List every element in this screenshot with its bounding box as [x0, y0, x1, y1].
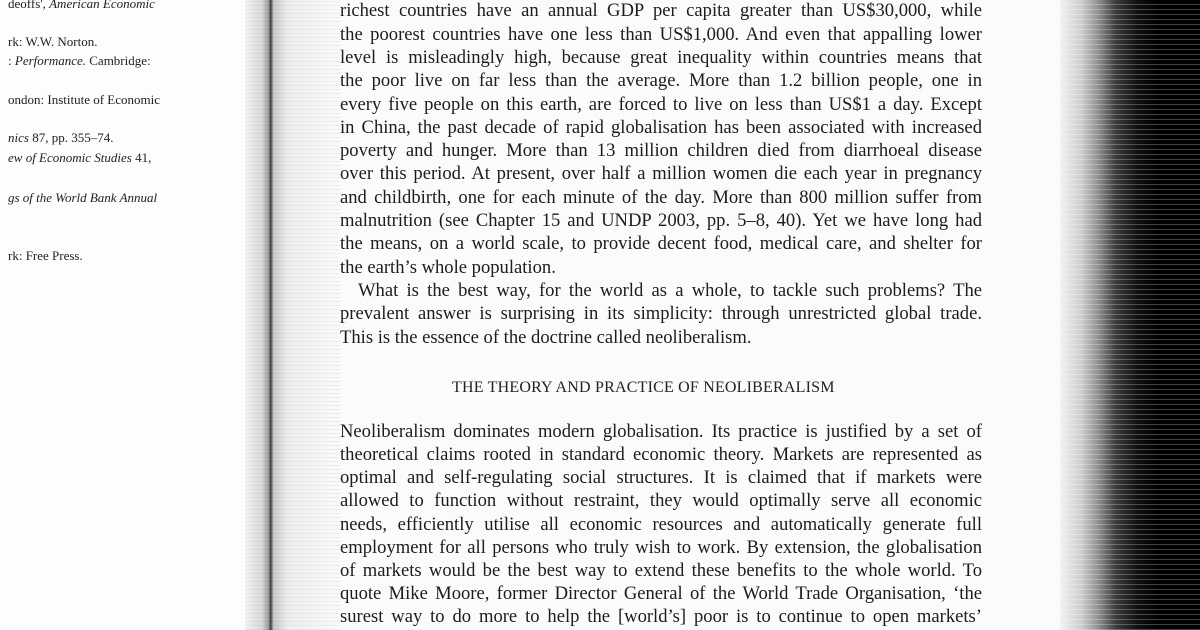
reference-line: deoffs', American Economic [8, 0, 155, 11]
body-text-line: poverty and hunger. More than 13 million children died from diarrhoeal disease [340, 140, 982, 161]
body-text-line: the means, on a world scale, to provide decent food, medical care, and shelter for [340, 233, 982, 254]
body-text-line: over this period. At present, over half a million women die each year in pregnancy [340, 163, 982, 184]
book-binding-gutter [245, 0, 340, 630]
dark-page-edge [1060, 0, 1200, 630]
reference-line: ondon: Institute of Economic [8, 92, 161, 107]
body-text-line: surest way to do more to help the [world’s] poor is to continue to open markets’ [340, 606, 982, 627]
reference-line: rk: Free Press. [8, 248, 83, 263]
section-heading: THE THEORY AND PRACTICE OF NEOLIBERALISM [452, 379, 835, 396]
body-text-line: in China, the past decade of rapid globalisation has been associated with increased [340, 117, 982, 138]
body-text-line: level is misleadingly high, because great inequality within countries means that [340, 47, 982, 68]
reference-line: : Performance. Cambridge: [8, 53, 151, 68]
body-text-line: richest countries have an annual GDP per capita greater than US$30,000, while [340, 0, 982, 21]
reference-line: ew of Economic Studies 41, [8, 150, 152, 165]
body-text-line: the earth’s whole population. [340, 257, 556, 278]
reference-line: nics 87, pp. 355–74. [8, 130, 114, 145]
body-text-line: the poorest countries have one less than US$1,000. And even that appalling lower [340, 24, 982, 45]
reference-line: gs of the World Bank Annual [8, 190, 158, 205]
body-text-line: What is the best way, for the world as a whole, to tackle such problems? The [358, 280, 982, 301]
body-text-line: employment for all persons who truly wish to work. By extension, the globalisation [340, 537, 982, 558]
body-text-line: Neoliberalism dominates modern globalisation. Its practice is justified by a set of [340, 421, 982, 442]
body-text-line: of markets would be the best way to extend these benefits to the whole world. To [340, 560, 982, 581]
body-text-line: malnutrition (see Chapter 15 and UNDP 2003, pp. 5–8, 40). Yet we have long had [340, 210, 982, 231]
body-text-line: This is the essence of the doctrine called neoliberalism. [340, 327, 752, 348]
body-text-line: allowed to function without restraint, they would optimally serve all economic [340, 490, 982, 511]
right-page-body [340, 0, 1060, 630]
body-text-line: prevalent answer is surprising in its simplicity: through unrestricted global trade. [340, 303, 982, 324]
body-text-line: the poor live on far less than the average. More than 1.2 billion people, one in [340, 70, 982, 91]
reference-line: rk: W.W. Norton. [8, 34, 98, 49]
body-text-line: needs, efficiently utilise all economic resources and automatically generate full [340, 514, 982, 535]
body-text-line: and childbirth, one for each minute of the day. More than 800 million suffer from [340, 187, 982, 208]
body-text-line: every five people on this earth, are forced to live on less than US$1 a day. Except [340, 94, 982, 115]
left-page-references [0, 0, 245, 630]
body-text-line: theoretical claims rooted in standard economic theory. Markets are represented as [340, 444, 982, 465]
body-text-line: optimal and self-regulating social structures. It is claimed that if markets were [340, 467, 982, 488]
body-text-line: quote Mike Moore, former Director General of the World Trade Organisation, ‘the [340, 583, 982, 604]
